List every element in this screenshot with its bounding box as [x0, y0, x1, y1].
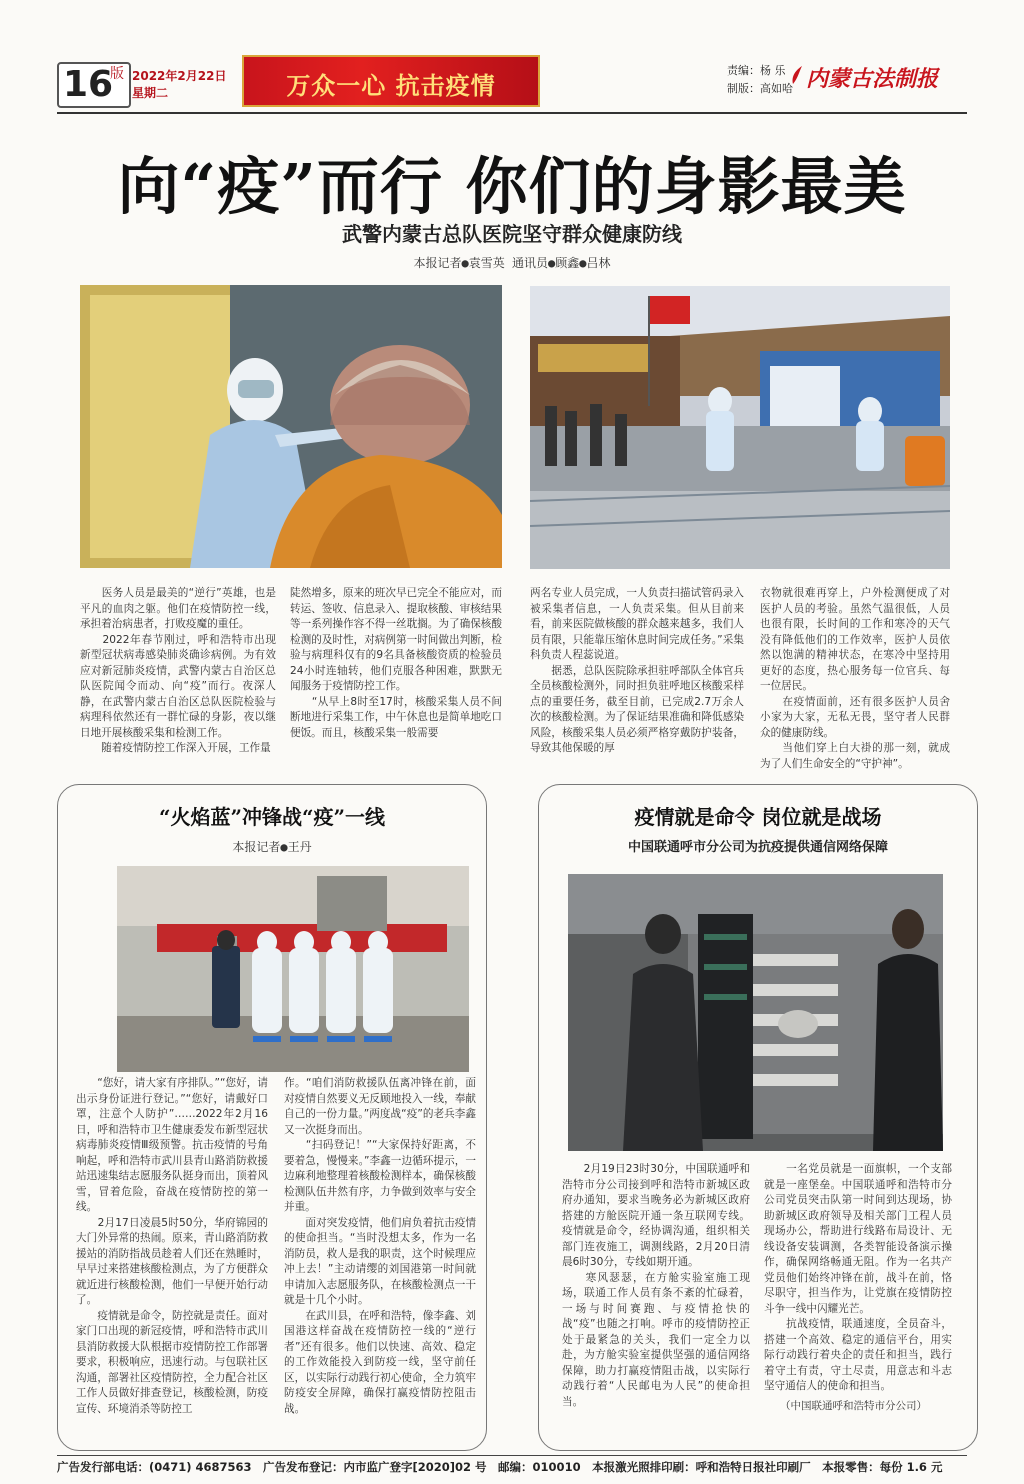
- photo-outdoor-testing-site: [530, 286, 950, 569]
- issue-date-block: [132, 68, 226, 102]
- photo-nucleic-acid-sampling: [80, 285, 502, 568]
- page-number-box: [57, 62, 131, 108]
- editor-name: 责编：杨 乐: [727, 64, 786, 77]
- page-number: 16: [63, 64, 114, 105]
- editor-credits: [727, 62, 793, 98]
- photo-firefighter-volunteers: [117, 866, 469, 1072]
- footer-info: 广告发行部电话：(0471) 4687563 广告发布登记：内市监广登字[2020]02 号 邮编：010010 本报激光照排印刷：呼和浩特日报社印刷厂 本报零售：每份 1.6 元: [57, 1460, 943, 1474]
- lead-body-column-4: 衣物就很难再穿上，户外检测便成了对医护人员的考验。虽然气温很低，人员也很有限，长时间的工作和寒冷的天气没有降低他们的工作效率，医护人员依然以饱满的精神状态，在寒冷中坚持用更好的态度，热心服务每一位官兵、每一位居民。 在疫情面前，还有很多医护人员舍小家为大家，无私无畏，坚守者人民群众的健康防线。 当他们穿上白大褂的那一刻，就成为了人们生命安全的“守护神”。: [760, 587, 950, 770]
- paper-logo-icon: [790, 64, 804, 86]
- header-rule: [57, 112, 967, 114]
- left-story-byline: 本报记者●王丹: [232, 840, 312, 854]
- lead-byline: 本报记者●袁雪英 通讯员●顾鑫●吕林: [413, 256, 611, 270]
- right-story-title: 疫情就是命令 岗位就是战场: [634, 805, 882, 829]
- right-story-subhead: 中国联通呼市分公司为抗疫提供通信网络保障: [627, 840, 888, 855]
- paper-name: 内蒙古法制报: [806, 66, 939, 92]
- section-banner-text: 万众一心 抗击疫情: [286, 72, 496, 100]
- issue-date: 2022年2月22日: [132, 69, 227, 83]
- lead-body-column-2: 陡然增多，原来的班次早已完全不能应对，而转运、签收、信息录入、提取核酸、审核结果等一系列操作容不得一丝耽搁。为了确保核酸检测的及时性，对病例第一时间做出判断，检验与病理科仅有的9名具备核酸资质的检验员24小时连轴转，他们克服各种困难，默默无闻服务于疫情防控工作。 “从早上8时至17时，核酸采集人员不间断地进行采集工作，中午休息也是简单地吃口便饭。而且，核酸采集一般需要: [290, 587, 502, 739]
- layout-editor-name: 制版：高如哈: [727, 82, 793, 95]
- right-story-column-2: 一名党员就是一面旗帜，一个支部就是一座堡垒。中国联通呼和浩特市分公司党员突击队第一时间到达现场，协助新城区政府领导及相关部门工程人员现场办公，帮助进行线路布局设计、无线设备安装调测，各类智能设备演示操作，确保网络畅通无阻。作为一名共产党员他们始终冲锋在前，战斗在前，恪尽职守，担当作为，让党旗在疫情防控斗争一线中闪耀光芒。 抗战疫情，联通速度，全员奋斗，搭建一个高效、稳定的通信平台，用实际行动践行着央企的责任和担当，践行着守土有责，守土尽责，用意志和斗志坚守通信人的使命和担当。: [764, 1163, 952, 1392]
- page-label: 版: [110, 66, 124, 82]
- left-story-title: “火焰蓝”冲锋战“疫”一线: [158, 805, 385, 829]
- lead-headline: 向“疫”而行 你们的身影最美: [117, 150, 907, 223]
- issue-weekday: 星期二: [132, 86, 169, 100]
- section-banner: [242, 55, 540, 107]
- footer-rule: [57, 1455, 967, 1456]
- lead-body-column-3: 两名专业人员完成，一人负责扫描试管码录入被采集者信息，一人负责采集。但从目前来看，前来医院做核酸的群众越来越多，我们人员有限，只能靠压缩休息时间完成任务。”采集科负责人程蕊说道。 据悉，总队医院除承担驻呼部队全体官兵全员核酸检测外，同时担负驻呼地区核酸采样点的重要任务，截至目前，已完成2.7万余人次的核酸检测。为了保证结果准确和降低感染风险，核酸采集人员必须严格穿戴防护装备，导致其他保暖的厚: [530, 587, 744, 754]
- left-story-column-1: “您好，请大家有序排队。”“您好，请出示身份证进行登记。”“您好，请戴好口罩，注意个人防护”……2022年2月16日，呼和浩特市卫生健康委发布新型冠状病毒肺炎疫情Ⅲ级预警。抗击疫情的号角响起，呼和浩特市武川县青山路消防救援站迅速集结志愿服务队挺身而出，顶着风雪，冒着危险，奋战在疫情防控的第一线。 2月17日凌晨5时50分，华府锦园的大门外异常的热闹。原来，青山路消防救援站的消防指战员趁着人们还在熟睡时，早早过来搭建核酸检测点，为了方便群众就近进行核酸检测，他们一早便开始行动了。 疫情就是命令，防控就是责任。面对家门口出现的新冠疫情，呼和浩特市武川县消防救援大队根据市疫情防控工作部署要求，积极响应，迅速行动。与包联社区沟通，部署社区疫情防控，全力配合社区工作人员做好排查登记，核酸检测，防疫宣传、环境消杀等防控工: [76, 1077, 268, 1415]
- lead-subhead: 武警内蒙古总队医院坚守群众健康防线: [342, 222, 682, 246]
- lead-body-column-1: 医务人员是最美的“逆行”英雄，也是平凡的血肉之躯。他们在疫情防控一线，承担着治病患者，打败疫魔的重任。 2022年春节刚过，呼和浩特市出现新型冠状病毒感染肺炎确诊病例。为有效应对新冠肺炎疫情，武警内蒙古自治区总队医院闻令而动、向“疫”而行。夜深人静，在武警内蒙古自治区总队医院检验与病理科依然还有一群忙碌的身影，夜以继日地开展核酸采集和检测工作。 随着疫情防控工作深入开展，工作量: [80, 587, 276, 754]
- photo-network-equipment-room: [568, 874, 943, 1151]
- right-story-column-1: 2月19日23时30分，中国联通呼和浩特市分公司接到呼和浩特市新城区政府办通知，要求当晚务必为新城区政府搭建的方舱医院开通一条互联网专线。疫情就是命令，经协调沟通，组织相关部门连夜施工，调测线路，2月20日清晨6时30分，专线如期开通。 寒风瑟瑟，在方舱实验室施工现场，联通工作人员有条不紊的忙碌着，一场与时间赛跑、与疫情抢快的战“疫”也随之打响。呼市的疫情防控正处于最紧急的关头，我们一定全力以赴，为方舱实验室提供坚强的通信网络保障，助力打赢疫情阻击战，以实际行动践行着“人民邮电为人民”的使命担当。: [562, 1163, 750, 1408]
- right-story-credit: （中国联通呼和浩特市分公司）: [780, 1400, 927, 1412]
- left-story-column-2: 作。“咱们消防救援队伍离冲锋在前，面对疫情自然要义无反顾地投入一线，奉献自己的一份力量。”两度战“疫”的老兵李鑫又一次挺身而出。 “扫码登记！”“大家保持好距离，不要着急，慢慢来。”李鑫一边循环提示，一边麻利地整理着核酸检测样本，确保核酸检测队伍井然有序，力争做到效率与安全并重。 面对突发疫情，他们肩负着抗击疫情的使命担当。“当时没想太多，作为一名消防员，救人是我的职责，这个时候理应冲上去！”主动请缨的刘国港第一时间就申请加入志愿服务队，在核酸检测点一干就是十几个小时。 在武川县，在呼和浩特，像李鑫、刘国港这样奋战在疫情防控一线的“逆行者”还有很多。他们以快速、高效、稳定的工作效能投入到防疫一线，坚守前任区，以实际行动践行初心使命，全力筑牢防疫安全屏障，确保打赢疫情防控阻击战。: [284, 1077, 476, 1415]
